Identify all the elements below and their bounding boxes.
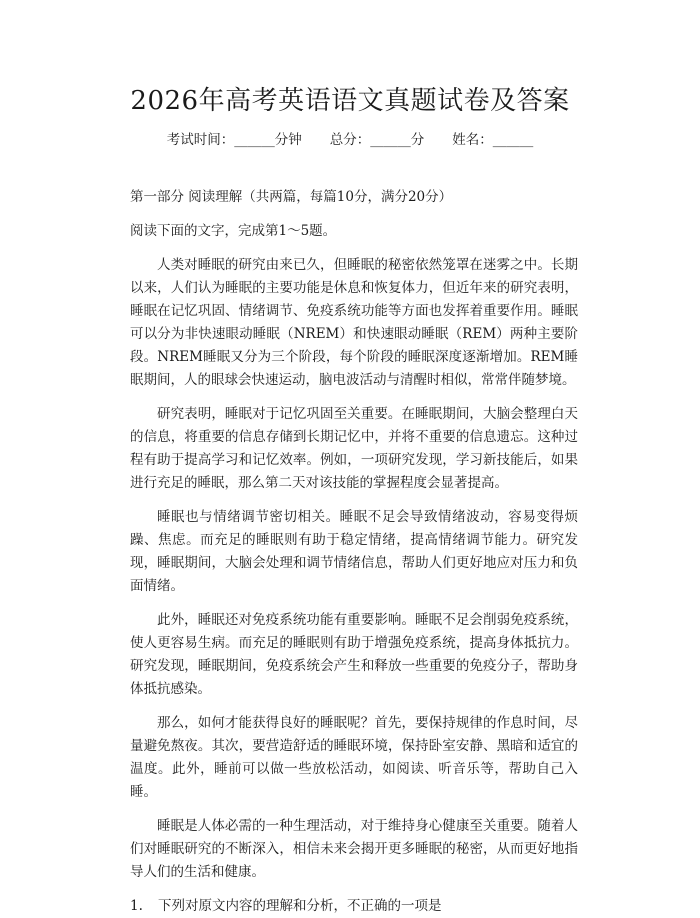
total-score-field: 总分：______分 — [329, 132, 425, 148]
passage-paragraph-1: 人类对睡眠的研究由来已久，但睡眠的秘密依然笼罩在迷雾之中。长期以来，人们认为睡眠的主要功能是休息和恢复体力，但近年来的研究表明，睡眠在记忆巩固、情绪调节、免疫系统功能等方面也发挥着重要作用。睡眠可以分为非快速眼动睡眠（NREM）和快速眼动睡眠（REM）两种主要阶段。NREM睡眠又分为三个阶段，每个阶段的睡眠深度逐渐增加。REM睡眠期间，人的眼球会快速运动，脑电波活动与清醒时相似，常常伴随梦境。 — [130, 257, 578, 388]
page-title: 2026年高考英语语文真题试卷及答案 — [130, 86, 570, 116]
exam-meta-line — [0, 130, 700, 150]
exam-content — [130, 186, 578, 918]
passage-paragraph-4: 此外，睡眠还对免疫系统功能有重要影响。睡眠不足会削弱免疫系统，使人更容易生病。而充足的睡眠则有助于增强免疫系统，提高身体抵抗力。研究发现，睡眠期间，免疫系统会产生和释放一些重要的免疫分子，帮助身体抵抗感染。 — [130, 612, 578, 697]
question-text: 下列对原文内容的理解和分析，不正确的一项是 — [158, 898, 442, 914]
question-number: 1. — [130, 898, 143, 914]
student-name-field: 姓名：______ — [452, 132, 534, 148]
passage-paragraph-5: 那么，如何才能获得良好的睡眠呢？首先，要保持规律的作息时间，尽量避免熬夜。其次，要营造舒适的睡眠环境，保持卧室安静、黑暗和适宜的温度。此外，睡前可以做一些放松活动，如阅读、听音乐等，帮助自己入睡。 — [130, 715, 578, 800]
section-heading: 第一部分 阅读理解（共两篇，每篇10分，满分20分） — [130, 189, 453, 205]
question-1 — [130, 895, 578, 918]
exam-time-field: 考试时间：______分钟 — [166, 132, 302, 148]
passage-paragraph-2: 研究表明，睡眠对于记忆巩固至关重要。在睡眠期间，大脑会整理白天的信息，将重要的信息存储到长期记忆中，并将不重要的信息遗忘。这种过程有助于提高学习和记忆效率。例如，一项研究发现，学习新技能后，如果进行充足的睡眠，那么第二天对该技能的掌握程度会显著提高。 — [130, 406, 578, 491]
reading-instruction: 阅读下面的文字，完成第1～5题。 — [130, 223, 337, 239]
passage-paragraph-3: 睡眠也与情绪调节密切相关。睡眠不足会导致情绪波动，容易变得烦躁、焦虑。而充足的睡眠则有助于稳定情绪，提高情绪调节能力。研究发现，睡眠期间，大脑会处理和调节情绪信息，帮助人们更好地应对压力和负面情绪。 — [130, 509, 578, 594]
passage-paragraph-6: 睡眠是人体必需的一种生理活动，对于维持身心健康至关重要。随着人们对睡眠研究的不断深入，相信未来会揭开更多睡眠的秘密，从而更好地指导人们的生活和健康。 — [130, 818, 578, 880]
